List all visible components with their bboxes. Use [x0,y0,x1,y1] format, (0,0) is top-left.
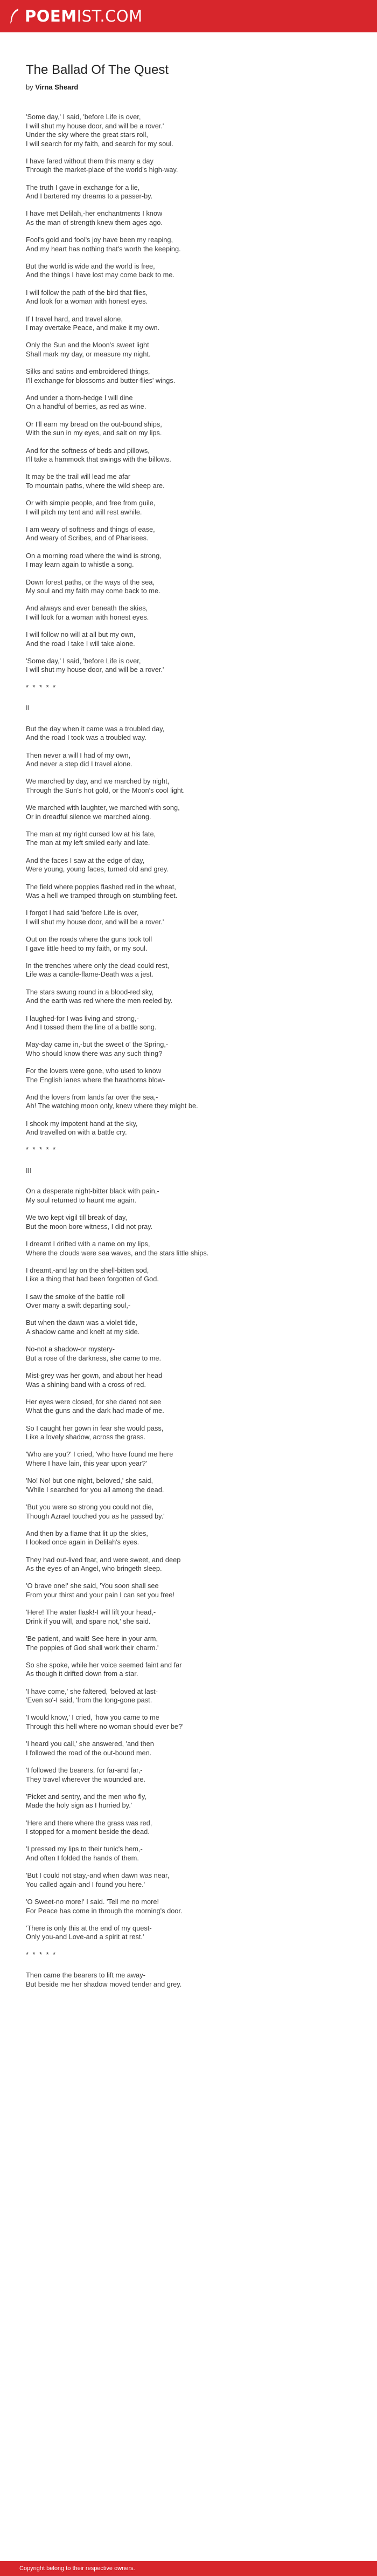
stanza [26,420,377,438]
poem-line: And the road I took was a troubled way. [26,733,146,742]
site-footer [0,2561,377,2576]
poem-byline [26,83,377,92]
poem-line: And the things I have lost may come back to me. [26,271,174,279]
poem-line: Out on the roads where the guns took toll [26,935,152,944]
poem-line: On a handful of berries, as red as wine. [26,402,146,411]
stanza [26,1819,377,1837]
section-break: * * * * * [26,1950,57,1959]
poem-line: And under a thorn-hedge I will dine [26,393,133,402]
stanza [26,341,377,359]
poem-line: And often I folded the hands of them. [26,1853,139,1862]
poem-line: 'I pressed my lips to their tunic's hem,- [26,1845,143,1853]
poem-line: And the faces I saw at the edge of day, [26,856,145,864]
stanza [26,1608,377,1626]
stanza [26,630,377,648]
poem-line: But a rose of the darkness, she came to me. [26,1354,162,1362]
poem-line: 'There is only this at the end of my quest- [26,1924,152,1932]
poem-line: Over many a swift departing soul,- [26,1301,131,1310]
poem-line: I saw the smoke of the battle roll [26,1292,125,1301]
stanza [26,1634,377,1652]
poem-line: And the road I take I will take alone. [26,639,135,648]
poem-line: 'O brave one!' she said, 'You soon shall see [26,1582,159,1590]
poem-line: The man at my right cursed low at his fate, [26,829,156,838]
stanza [26,657,377,675]
poem-line: Then came the bearers to lift me away- [26,1971,145,1980]
poem-line: I will follow no will at all but my own, [26,630,136,639]
stanza [26,262,377,280]
poem-line: Like a thing that had been forgotten of God. [26,1275,159,1283]
poem-line: Then never a will I had of my own, [26,751,131,759]
stanza [26,1713,377,1731]
poem-line: I may overtake Peace, and make it my own. [26,324,160,332]
poem-line: Or I'll earn my bread on the out-bound ships, [26,420,162,428]
poem-line: Fool's gold and fool's joy have been my reaping, [26,236,173,244]
poem-line: But the day when it came was a troubled day, [26,724,165,733]
stanza [26,988,377,1006]
poem-line: 'Here! The water flask!-I will lift your head,- [26,1608,156,1617]
poem-line: Life was a candle-flame-Death was a jest. [26,970,153,979]
section-break: * * * * * [26,1145,57,1154]
poem-body [26,113,377,1989]
site-header [0,0,377,32]
poem-line: Ah! The watching moon only, knew where they might be. [26,1102,198,1110]
stanza [26,1582,377,1599]
stanza [26,552,377,569]
stanza [26,1398,377,1416]
stanza [26,803,377,821]
poem-line: 'I would know,' I cried, 'how you came to me [26,1713,159,1722]
poem-line: I dreamt I drifted with a name on my lips, [26,1240,150,1248]
poem-line: To mountain paths, where the wild sheep are. [26,481,165,490]
copyright-text: Copyright belong to their respective owners. [19,2565,135,2572]
stanza [26,1871,377,1889]
stanza [26,113,377,148]
poem-line: I shook my impotent hand at the sky, [26,1119,138,1128]
stanza [26,394,377,411]
poem-line: I will shut my house door, and will be a rover.' [26,917,164,926]
poem-line: I may learn again to whistle a song. [26,560,134,569]
poem-line: We two kept vigil till break of day, [26,1213,128,1222]
poem-line: On a desperate night-bitter black with pain,- [26,1187,159,1196]
stanza [26,751,377,769]
stanza [26,1318,377,1336]
poem-line: I will pitch my tent and will rest awhile. [26,507,142,516]
poem-line: I have met Delilah,-her enchantments I know [26,209,163,218]
poem-line: Or in dreadful silence we marched along. [26,812,151,821]
poem-line: And never a step did I travel alone. [26,760,132,768]
poem-line: Where I have lain, this year upon year?' [26,1459,148,1467]
poem-line: So she spoke, while her voice seemed faint and far [26,1660,182,1669]
poem-line: With the sun in my eyes, and salt on my lips. [26,429,162,437]
stanza [26,1371,377,1389]
stanza [26,1766,377,1784]
poem-title: The Ballad Of The Quest [26,63,169,77]
poem-line: The truth I gave in exchange for a lie, [26,183,140,191]
poem-line: I laughed-for I was living and strong,- [26,1014,139,1022]
quill-pen-icon [9,8,20,24]
stanza [26,367,377,385]
poem-line: You called again-and I found you here.' [26,1880,145,1888]
poem-line: The stars swung round in a blood-red sky, [26,987,154,996]
poem-line: I will search for my faith, and search for my soul. [26,139,173,148]
stanza [26,604,377,622]
poem-line: For Peace has come in through the morning's door. [26,1906,183,1915]
stanza [26,1293,377,1310]
poem-line: 'Picket and sentry, and the men who fly, [26,1792,146,1801]
poem-line: And I bartered my dreams to a passer-by. [26,192,153,201]
part-number: II [26,704,30,712]
poem-line: 'I heard you call,' she answered, 'and then [26,1740,154,1748]
poem-line: For the lovers were gone, who used to know [26,1067,162,1075]
logo-light-text: IST.COM [76,7,143,25]
poem-line: Through the market-place of the world's high-way. [26,166,178,174]
poem-line: I will look for a woman with honest eyes. [26,613,149,621]
poem-line: 'O Sweet-no more!' I said. 'Tell me no more! [26,1898,159,1906]
stanza [26,236,377,253]
poem-line: A shadow came and knelt at my side. [26,1327,140,1336]
stanza [26,1213,377,1231]
poem-line: On a morning road where the wind is strong, [26,551,162,560]
stanza [26,1740,377,1757]
poem-line: Down forest paths, or the ways of the sea, [26,578,155,586]
stanza [26,578,377,596]
poem-line: 'But you were so strong you could not die, [26,1503,154,1512]
poem-line: They had out-lived fear, and were sweet, and deep [26,1555,181,1564]
stanza [26,1661,377,1679]
stanza [26,1040,377,1058]
poem-line: But the moon bore witness, I did not pray. [26,1222,153,1231]
poem-line: 'But I could not stay,-and when dawn was near, [26,1871,170,1880]
poem-line: As the eyes of an Angel, who bringeth sleep. [26,1564,162,1573]
stanza [26,157,377,175]
stanza [26,883,377,901]
poem-line: The field where poppies flashed red in the wheat, [26,882,176,891]
poem-line: I will follow the path of the bird that flies, [26,288,148,297]
stanza [26,1093,377,1111]
stanza [26,1187,377,1205]
poem-line: Or with simple people, and free from guile, [26,499,156,507]
poem-line: I'll exchange for blossoms and butter-flies' wings. [26,376,176,384]
stanza [26,1476,377,1494]
poem-line: Where the clouds were sea waves, and the stars little ships. [26,1248,209,1257]
poem-line: As though it drifted down from a star. [26,1670,138,1678]
poem-line: I forgot I had said 'before Life is over, [26,909,139,917]
poem-line: Like a lovely shadow, across the grass. [26,1433,145,1441]
author-link[interactable]: Virna Sheard [35,83,79,91]
poem-line: Were young, young faces, turned old and grey. [26,865,169,874]
stanza [26,1792,377,1810]
poem-line: Was a shining band with a cross of red. [26,1380,146,1389]
poem-line: And my heart has nothing that's worth the keeping. [26,244,181,253]
stanza [26,961,377,979]
stanza [26,935,377,953]
stanza [26,1529,377,1547]
site-logo[interactable] [9,7,143,25]
poem-line: 'While I searched for you all among the dead. [26,1485,164,1494]
poem-line: My soul returned to haunt me again. [26,1196,136,1204]
stanza [26,1345,377,1363]
stanza [26,1845,377,1863]
stanza [26,1687,377,1705]
poem-line: Drink if you will, and spare not,' she said. [26,1617,151,1625]
poem-line: I dreamt,-and lay on the shell-bitten sod, [26,1266,149,1274]
poem-line: Who should know there was any such thing? [26,1049,163,1057]
stanza [26,1266,377,1284]
poem-line: May-day came in,-but the sweet o' the Spring,- [26,1040,169,1049]
poem-line: The man at my left smiled early and late. [26,839,150,847]
poem-line: Though Azrael touched you as he passed by.' [26,1512,165,1520]
logo-bold-text: POEM [25,7,77,25]
poem-line: Mist-grey was her gown, and about her head [26,1371,163,1380]
stanza [26,1014,377,1032]
poem-line: And always and ever beneath the skies, [26,604,148,613]
poem-line: Only you-and Love-and a spirit at rest.' [26,1933,144,1941]
poem-line: So I caught her gown in fear she would pass, [26,1424,164,1432]
poem-line: Silks and satins and embroidered things, [26,367,150,376]
stanza [26,725,377,743]
stanza [26,856,377,874]
poem-line: I will shut my house door, and will be a rover.' [26,665,164,674]
poem-line: But beside me her shadow moved tender and grey. [26,1980,182,1988]
poem-line: I followed the road of the out-bound men. [26,1748,152,1757]
poem-line: We marched by day, and we marched by night, [26,777,170,786]
poem-line: If I travel hard, and travel alone, [26,314,123,323]
poem-line: 'Be patient, and wait! See here in your arm, [26,1634,158,1643]
poem-line: I looked once again in Delilah's eyes. [26,1538,139,1547]
poem-line: Was a hell we tramped through on stumbling feet. [26,891,178,900]
stanza [26,209,377,227]
poem-line: Made the holy sign as I hurried by.' [26,1801,132,1810]
poem-line: And look for a woman with honest eyes. [26,297,148,306]
poem-line: 'Here and there where the grass was red, [26,1818,152,1827]
stanza [26,777,377,795]
poem-line: 'No! No! but one night, beloved,' she said, [26,1476,153,1485]
stanza [26,1924,377,1942]
poem-line: Under the sky where the great stars roll, [26,130,148,139]
stanza [26,183,377,201]
poem-line: 'I followed the bearers, for far-and far,- [26,1766,143,1775]
poem-line: And travelled on with a battle cry. [26,1128,127,1137]
poem-line: 'Some day,' I said, 'before Life is over, [26,656,141,665]
poem-line: But when the dawn was a violet tide, [26,1318,138,1327]
poem-line: From your thirst and your pain I can set you free! [26,1590,174,1599]
poem-line: What the guns and the dark had made of me. [26,1406,164,1415]
poem-line: I gave little heed to my faith, or my soul. [26,944,148,952]
poem-content [0,32,377,1989]
poem-line: Her eyes were closed, for she dared not see [26,1397,162,1406]
stanza [26,499,377,517]
stanza [26,525,377,543]
poem-line: I am weary of softness and things of ease, [26,525,155,533]
stanza [26,1503,377,1521]
stanza [26,1424,377,1442]
part-number: III [26,1166,32,1174]
stanza [26,1240,377,1258]
poem-line: As the man of strength knew them ages ago. [26,218,163,226]
logo-wordmark [25,7,143,25]
poem-line: Shall mark my day, or measure my night. [26,349,151,358]
poem-line: It may be the trail will lead me afar [26,472,131,481]
poem-line: I will shut my house door, and will be a rover.' [26,121,164,130]
poem-line: We marched with laughter, we marched with song, [26,803,180,812]
poem-line: And the lovers from lands far over the sea,- [26,1093,158,1101]
poem-line: I stopped for a moment beside the dead. [26,1828,150,1836]
stanza [26,830,377,848]
stanza [26,909,377,926]
poem-line: My soul and my faith may come back to me. [26,587,160,595]
poem-line: Through this hell where no woman should ever be?' [26,1722,184,1730]
poem-line: And I tossed them the line of a battle song. [26,1023,157,1031]
poem-line: They travel wherever the wounded are. [26,1775,145,1783]
poem-line: But the world is wide and the world is free, [26,262,155,270]
poem-line: 'Even so'-I said, 'from the long-gone past. [26,1696,152,1705]
poem-line: The English lanes where the hawthorns blow- [26,1075,165,1084]
poem-line: Only the Sun and the Moon's sweet light [26,341,149,349]
poem-line: 'Some day,' I said, 'before Life is over, [26,113,141,121]
poem-line: I'll take a hammock that swings with the billows. [26,455,171,464]
stanza [26,1067,377,1084]
poem-line: In the trenches where only the dead could rest, [26,961,170,970]
poem-line: 'I have come,' she faltered, 'beloved at last- [26,1687,158,1695]
poem-line: No-not a shadow-or mystery- [26,1345,115,1354]
stanza [26,1450,377,1468]
poem-line: I have fared without them this many a day [26,156,153,165]
poem-line: The poppies of God shall work their charm.' [26,1643,159,1652]
stanza [26,288,377,306]
poem-line: And the earth was red where the men reeled by. [26,997,173,1005]
section-break: * * * * * [26,683,57,691]
poem-line: And then by a flame that lit up the skies, [26,1529,148,1537]
poem-line: And weary of Scribes, and of Pharisees. [26,534,149,542]
stanza [26,1971,377,1989]
stanza [26,1119,377,1137]
poem-line: Through the Sun's hot gold, or the Moon's cool light. [26,786,185,794]
by-label: by [26,83,33,91]
stanza [26,315,377,333]
stanza [26,1556,377,1574]
poem-line: And for the softness of beds and pillows, [26,446,150,455]
stanza [26,446,377,464]
poem-line: 'Who are you?' I cried, 'who have found me here [26,1450,173,1459]
stanza [26,1898,377,1915]
stanza [26,472,377,490]
